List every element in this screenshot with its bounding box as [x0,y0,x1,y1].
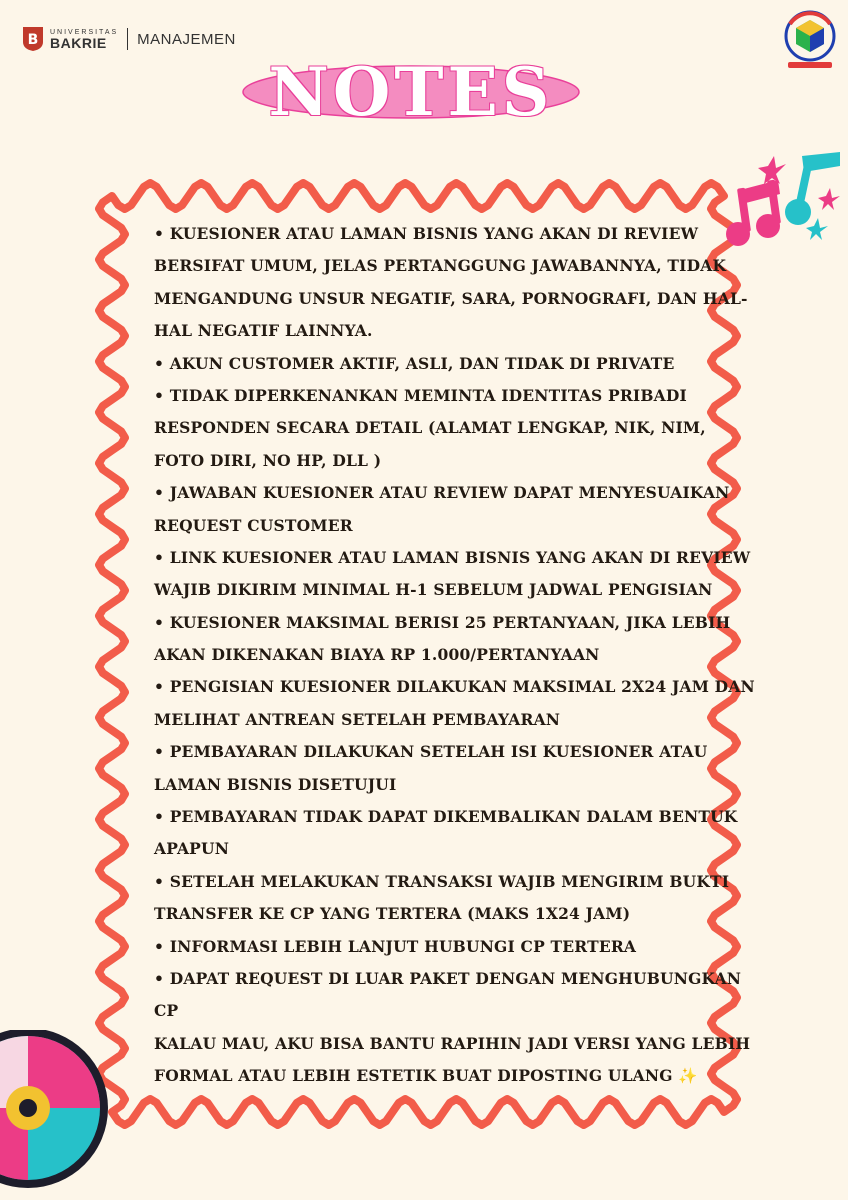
note-line: TRANSFER KE CP YANG TERTERA (MAKS 1X24 JAM) [154,904,631,924]
music-notes-icon [718,150,848,260]
note-line: LAMAN BISNIS DISETUJUI [154,774,397,794]
note-line: FORMAL ATAU LEBIH ESTETIK BUAT DIPOSTING ULANG ✨ [154,1066,698,1086]
cd-disc-icon [0,1030,120,1200]
logo-divider [127,28,128,50]
logo-department-text: MANAJEMEN [137,30,236,48]
note-line: • SETELAH MELAKUKAN TRANSAKSI WAJIB MENGIRIM BUKTI [154,871,730,891]
note-line: RESPONDEN SECARA DETAIL (ALAMAT LENGKAP, NIK, NIM, [154,418,706,438]
note-line: • KUESIONER MAKSIMAL BERISI 25 PERTANYAAN, JIKA LEBIH [154,612,731,632]
university-name [50,29,118,50]
note-line: • PEMBAYARAN DILAKUKAN SETELAH ISI KUESIONER ATAU [154,742,708,762]
logo-bakrie-text: BAKRIE [50,34,107,51]
notes-list [154,218,755,1093]
note-line: BERSIFAT UMUM, JELAS PERTANGGUNG JAWABANNYA, TIDAK [154,256,727,276]
note-line: • PEMBAYARAN TIDAK DAPAT DIKEMBALIKAN DALAM BENTUK [154,807,738,827]
note-line: APAPUN [154,839,230,859]
university-logo [22,26,236,52]
note-line: • AKUN CUSTOMER AKTIF, ASLI, DAN TIDAK DI PRIVATE [154,353,675,373]
note-line: REQUEST CUSTOMER [154,515,353,535]
note-line: FOTO DIRI, NO HP, DLL ) [154,450,382,470]
note-line: CP [154,1001,179,1021]
note-line: • INFORMASI LEBIH LANJUT HUBUNGI CP TERTERA [154,936,637,956]
title-banner [236,46,586,138]
note-line: • TIDAK DIPERKENANKAN MEMINTA IDENTITAS PRIBADI [154,385,687,405]
note-line: • LINK KUESIONER ATAU LAMAN BISNIS YANG AKAN DI REVIEW [154,547,751,567]
organization-badge-icon [782,10,838,72]
note-line: AKAN DIKENAKAN BIAYA RP 1.000/PERTANYAAN [154,645,600,665]
svg-text:B: B [27,32,39,48]
note-line: MENGANDUNG UNSUR NEGATIF, SARA, PORNOGRAFI, DAN HAL- [154,288,748,308]
page-title: NOTES [268,53,554,131]
note-line: MELIHAT ANTREAN SETELAH PEMBAYARAN [154,709,561,729]
note-line: • DAPAT REQUEST DI LUAR PAKET DENGAN MENGHUBUNGKAN [154,968,742,988]
note-line: • PENGISIAN KUESIONER DILAKUKAN MAKSIMAL 2X24 JAM DAN [154,677,755,697]
university-shield-icon [22,26,44,52]
note-line: HAL NEGATIF LAINNYA. [154,321,373,341]
note-line: KALAU MAU, AKU BISA BANTU RAPIHIN JADI VERSI YANG LEBIH [154,1033,751,1053]
logo-univ-text: UNIVERSITAS [50,28,119,36]
note-line: • KUESIONER ATAU LAMAN BISNIS YANG AKAN DI REVIEW [154,224,699,243]
note-line: WAJIB DIKIRIM MINIMAL H-1 SEBELUM JADWAL PENGISIAN [154,580,713,600]
note-line: • JAWABAN KUESIONER ATAU REVIEW DAPAT MENYESUAIKAN [154,483,730,503]
